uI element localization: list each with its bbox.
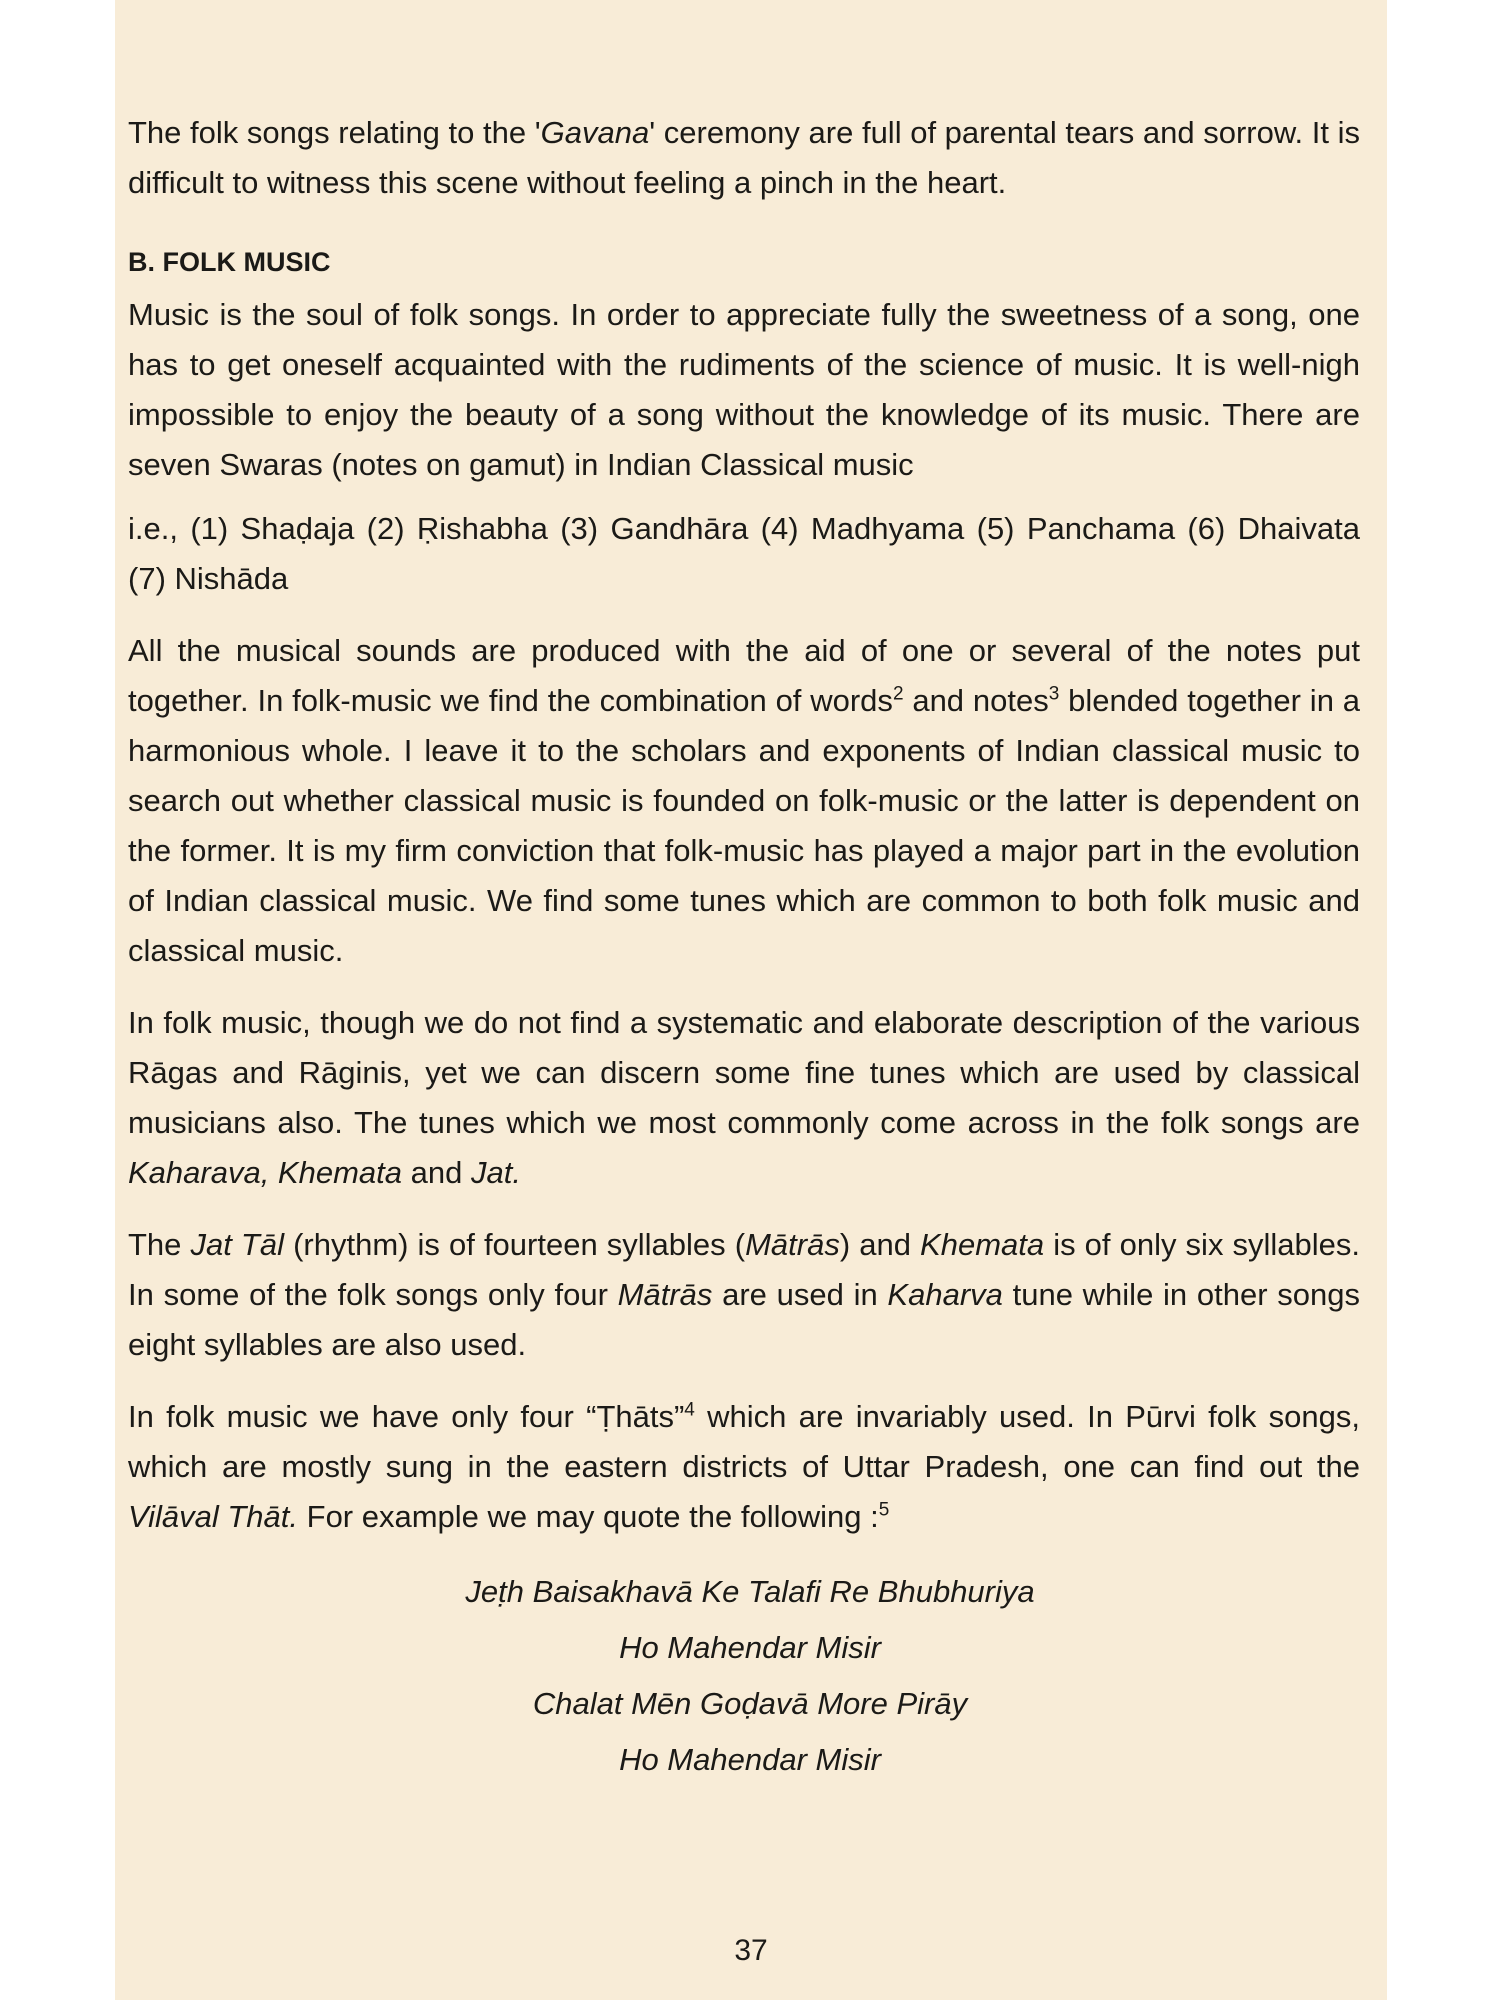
verse-line: Ho Mahendar Misir [619, 1630, 881, 1665]
notes-paragraph: i.e., (1) Shaḍaja (2) Ṛishabha (3) Gandhāra (4) Madhyama (5) Panchama (6) Dhaivata (7) Nishāda [128, 511, 1360, 596]
footnote-ref-2: 2 [892, 683, 904, 705]
book-page [115, 0, 1387, 2000]
intro-text-2: ' ceremony are full of parental tears and sorrow. It is difficult to witness this scene without feeling a pinch in the heart. [128, 115, 1360, 200]
footnote-ref-4: 4 [684, 1399, 695, 1421]
verse-line: Ho Mahendar Misir [619, 1742, 881, 1777]
jat-paragraph: The Jat Tāl (rhythm) is of fourteen syllables (Mātrās) and Khemata is of only six syllables. In some of the folk songs only four Mātrās are used in Kaharva tune while in other songs eight syllables are also used. [128, 1227, 1361, 1362]
ragas-paragraph: In folk music, though we do not find a systematic and elaborate description of the various Rāgas and Rāginis, yet we can discern some fine tunes which are used by classical musicians also. The tunes which we most commonly come across in the folk songs are Kaharava, Khemata and Jat. [128, 1005, 1360, 1190]
gavana-term: Gavana [540, 115, 650, 150]
footnote-ref-3: 3 [1048, 683, 1060, 705]
footnote-ref-5: 5 [878, 1499, 890, 1521]
folk-song-verse [128, 1564, 1360, 1788]
verse-line: Chalat Mēn Goḍavā More Pirāy [532, 1686, 968, 1721]
intro-text-1: The folk songs relating to the ' [128, 115, 541, 150]
section-heading: B. FOLK MUSIC [128, 247, 331, 277]
soul-paragraph: Music is the soul of folk songs. In order to appreciate fully the sweetness of a song, one has to get oneself acquainted with the rudiments of the science of music. It is well-nigh impossible to enjoy the beauty of a song without the knowledge of its music. There are seven Swaras (notes on gamut) in Indian Classical music [128, 297, 1360, 482]
page-number: 37 [734, 1934, 768, 1967]
sounds-paragraph: All the musical sounds are produced with the aid of one or several of the notes put together. In folk-music we find the combination of words$^2$ and notes$^3$ blended together in a harmonious whole. I leave it to the scholars and exponents of Indian classical music to search out whether classical music is founded on folk-music or the latter is dependent on the former. It is my firm conviction that folk-music has played a major part in the evolution of Indian classical music. We find some tunes which are common to both folk music and classical music. [128, 633, 1360, 968]
intro-paragraph [128, 108, 1360, 208]
thats-paragraph: In folk music we have only four “Ṭhāts”$^4$ which are invariably used. In Pūrvi folk songs, which are mostly sung in the eastern districts of Uttar Pradesh, one can find out the Vilāval Thāt. For example we may quote the following :$^5$ [128, 1399, 1360, 1534]
verse-line: Jeṭh Baisakhavā Ke Talafi Re Bhubhuriya [465, 1574, 1035, 1609]
